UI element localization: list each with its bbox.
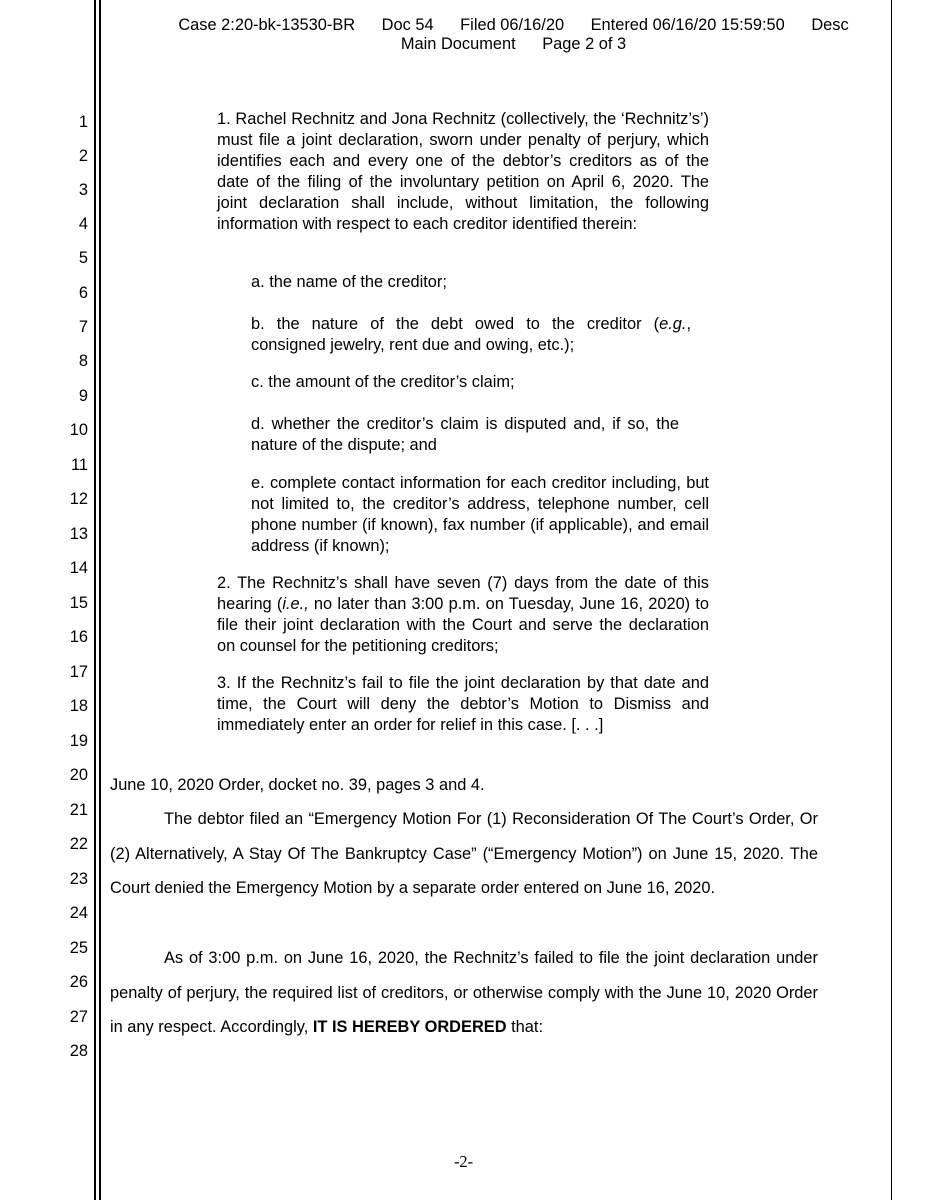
item-d: d. whether the creditor’s claim is disputed and, if so, the nature of the dispute; and [251,415,679,454]
order-citation: June 10, 2020 Order, docket no. 39, pages 3 and 4. [110,776,485,794]
line-number: 18 [69,697,88,715]
item-a: a. the name of the creditor; [251,273,447,291]
line-number: 23 [69,870,88,888]
quote-paragraph-1 [217,109,709,235]
item-b-post: , consigned jewelry, rent due and owing, etc.); [251,315,691,354]
quote-paragraph-2-em: i.e., [282,595,309,613]
line-number: 1 [78,113,88,131]
line-number: 14 [69,559,88,577]
item-b [251,314,691,356]
line-number: 27 [69,1008,88,1026]
line-number: 4 [78,215,88,233]
line-number: 22 [69,835,88,853]
line-number: 15 [69,594,88,612]
line-number: 28 [69,1042,88,1060]
entered-date: Entered 06/16/20 15:59:50 [590,16,785,34]
line-number: 7 [78,318,88,336]
line-number: 25 [69,939,88,957]
line-number: 6 [78,284,88,302]
line-number: 9 [78,387,88,405]
line-number: 13 [69,525,88,543]
line-number: 11 [70,456,88,474]
quote-paragraph-2 [217,573,709,657]
page-indicator: Page 2 of 3 [542,35,627,53]
quote-paragraph-1-text: 1. Rachel Rechnitz and Jona Rechnitz (collectively, the ‘Rechnitz’s’) must file a joint declaration, sworn under penalty of perjury, which identifies each and every one of the debtor’s creditors as of the date of the filing of the involuntary petition on April 6, 2020. The joint declaration shall include, without limitation, the following information with respect to each creditor identified therein: [217,110,709,233]
left-margin-rule-outer [94,0,96,1200]
quote-paragraph-2-pre: 2. The Rechnitz’s shall have seven (7) days from the date of this hearing ( [217,574,709,613]
case-header [100,16,927,54]
page-number: -2- [453,1152,474,1171]
filed-date: Filed 06/16/20 [460,16,565,34]
line-number: 2 [78,147,88,165]
item-e: e. complete contact information for each creditor including, but not limited to, the creditor’s address, telephone number, cell phone number (if known), fax number (if applicable), and email address (if known); [251,474,709,555]
item-b-pre: b. the nature of the debt owed to the creditor ( [251,315,660,333]
line-number: 3 [78,181,88,199]
quote-paragraph-3: 3. If the Rechnitz’s fail to file the joint declaration by that date and time, the Court will deny the debtor’s Motion to Dismiss and immediately enter an order for relief in this case. [. . .] [217,674,709,734]
it-is-hereby-ordered: IT IS HEREBY ORDERED [312,1018,507,1036]
desc-label: Desc [811,16,849,34]
line-number: 24 [69,904,88,922]
right-margin-rule [891,0,892,1200]
line-number: 19 [69,732,88,750]
line-number: 8 [78,352,88,370]
line-number: 26 [69,973,88,991]
line-number: 5 [78,249,88,267]
doc-number: Doc 54 [381,16,434,34]
body-paragraph-ordered [110,941,818,1045]
line-number: 16 [69,628,88,646]
case-number: Case 2:20-bk-13530-BR [178,16,356,34]
body-paragraph-emergency-motion: The debtor filed an “Emergency Motion For (1) Reconsideration Of The Court’s Order, Or (2) Alternatively, A Stay Of The Bankruptcy Case” (“Emergency Motion”) on June 15, 2020. The Court denied the Emergency Motion by a separate order entered on June 16, 2020. [110,810,818,897]
quote-paragraph-2-post: no later than 3:00 p.m. on Tuesday, June 16, 2020) to file their joint declaration with the Court and serve the declaration on counsel for the petitioning creditors; [217,595,709,655]
left-margin-rule-inner [99,0,101,1200]
line-number: 21 [69,801,88,819]
item-c: c. the amount of the creditor’s claim; [251,373,515,391]
line-number: 20 [69,766,88,784]
body-paragraph-ordered-post: that: [506,1018,543,1036]
line-number: 12 [69,490,88,508]
body-paragraph-ordered-pre: As of 3:00 p.m. on June 16, 2020, the Rechnitz’s failed to file the joint declaration under penalty of perjury, the required list of creditors, or otherwise comply with the June 10, 2020 Order in any respect. Accordingly, [110,949,818,1036]
main-document-label: Main Document [400,35,516,53]
item-b-em: e.g. [659,315,687,333]
line-number: 17 [69,663,88,681]
line-number: 10 [69,421,88,439]
